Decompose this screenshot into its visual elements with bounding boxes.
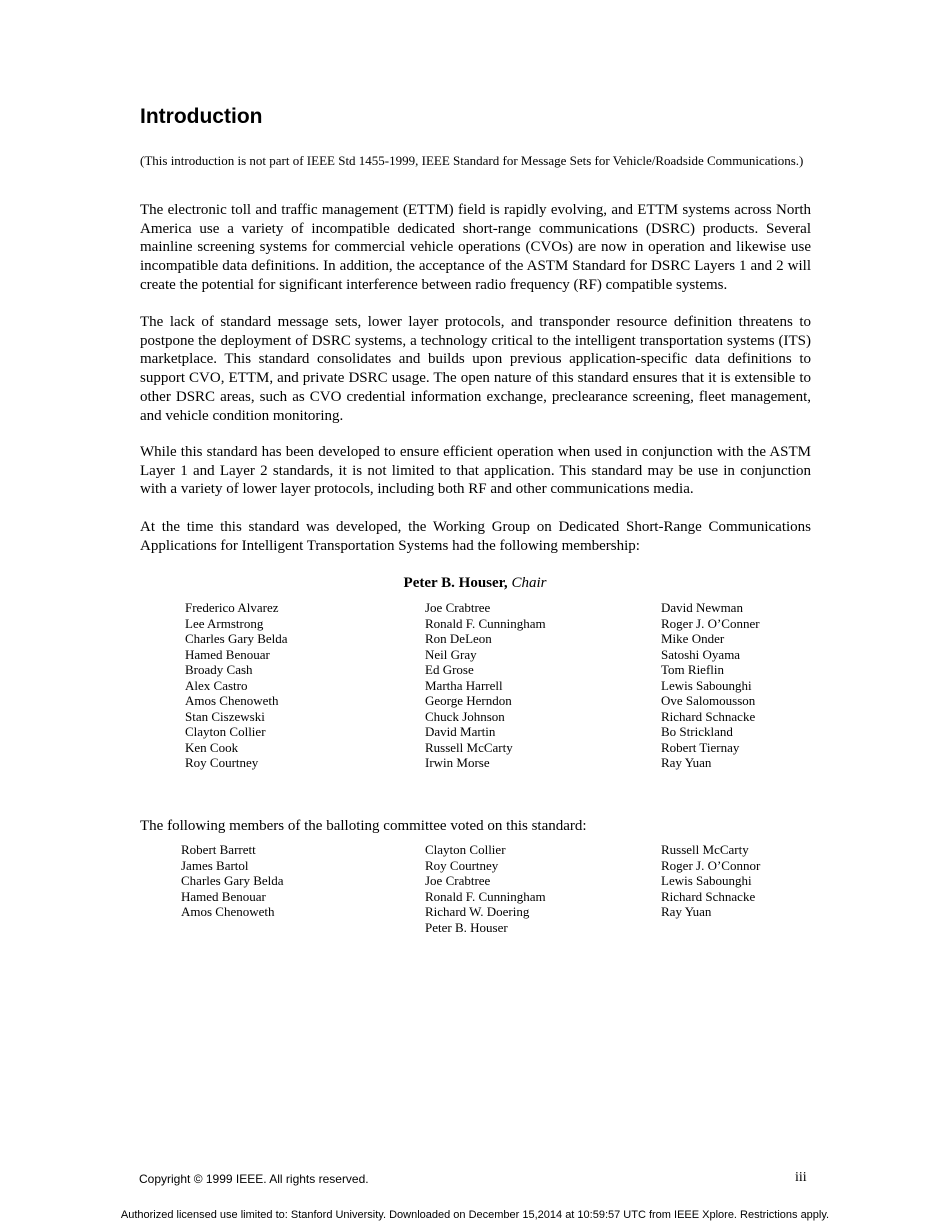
ballot-member-name: Ronald F. Cunningham: [425, 888, 546, 904]
member-name: Joe Crabtree: [425, 600, 491, 615]
member-name: Ray Yuan: [661, 755, 712, 770]
member-name: Richard Schnacke: [661, 708, 756, 724]
ballot-member-name: Ray Yuan: [661, 904, 712, 919]
member-name: Ove Salomousson: [661, 693, 756, 708]
working-group-column-1: [185, 600, 288, 771]
member-name: Irwin Morse: [425, 755, 490, 770]
member-name: Bo Strickland: [661, 724, 733, 739]
member-name: Amos Chenoweth: [185, 693, 279, 708]
member-name: David Newman: [661, 600, 743, 615]
ballot-column-2: [425, 842, 546, 935]
chair-name: Peter B. Houser,: [403, 575, 508, 591]
working-group-column-3: [661, 600, 760, 771]
member-name: Stan Ciszewski: [185, 708, 265, 724]
ballot-member-name: Russell McCarty: [661, 842, 749, 857]
ballot-member-name: Robert Barrett: [181, 842, 256, 857]
ballot-member-name: Roy Courtney: [425, 857, 499, 873]
ballot-member-name: Lewis Sabounghi: [661, 873, 752, 888]
member-name: Alex Castro: [185, 677, 248, 693]
member-name: Charles Gary Belda: [185, 631, 288, 646]
page-number: iii: [795, 1170, 807, 1185]
member-name: Tom Rieflin: [661, 662, 725, 677]
member-name: Robert Tiernay: [661, 739, 740, 755]
member-name: George Herndon: [425, 693, 512, 708]
member-name: Broady Cash: [185, 662, 253, 677]
member-name: Lee Armstrong: [185, 615, 264, 631]
working-group-column-2: [425, 600, 546, 771]
member-name: Mike Onder: [661, 631, 725, 646]
member-name: Ed Grose: [425, 662, 474, 677]
paragraph-working-group: At the time this standard was developed, the Working Group on Dedicated Short-Range Communications Applications for Intelligent Transportation Systems had the following membership:: [140, 519, 811, 554]
member-name: Ronald F. Cunningham: [425, 615, 546, 631]
chair-role: Chair: [511, 575, 547, 591]
member-name: Lewis Sabounghi: [661, 677, 752, 693]
member-name: David Martin: [425, 724, 496, 739]
ballot-member-name: Hamed Benouar: [181, 888, 266, 904]
member-name: Frederico Alvarez: [185, 600, 279, 615]
copyright-notice: Copyright © 1999 IEEE. All rights reserved.: [139, 1172, 369, 1186]
member-name: Hamed Benouar: [185, 646, 270, 662]
introduction-note: (This introduction is not part of IEEE Std 1455-1999, IEEE Standard for Message Sets for Vehicle/Roadside Communications.): [140, 153, 804, 168]
member-name: Clayton Collier: [185, 724, 266, 739]
ballot-member-name: Amos Chenoweth: [181, 904, 275, 919]
ballot-member-name: Peter B. Houser: [425, 919, 508, 935]
member-name: Roy Courtney: [185, 755, 259, 770]
member-name: Chuck Johnson: [425, 708, 505, 724]
balloting-committee-intro: The following members of the balloting committee voted on this standard:: [140, 818, 587, 834]
member-name: Satoshi Oyama: [661, 646, 741, 662]
ballot-column-1: [181, 842, 284, 920]
paragraph-standard-message-sets: The lack of standard message sets, lower layer protocols, and transponder resource definition threatens to postpone the deployment of DSRC systems, a technology critical to the intelligent transportation systems (ITS) marketplace. This standard consolidates and builds upon previous application-specific data definitions to support CVO, ETTM, and private DSRC usage. The open nature of this standard ensures that it is extensible to other DSRC areas, such as CVO credential information exchange, preclearance screening, fleet management, and vehicle condition monitoring.: [140, 314, 811, 424]
member-name: Ken Cook: [185, 739, 239, 755]
page-title: Introduction: [140, 105, 263, 128]
ballot-member-name: Richard Schnacke: [661, 888, 756, 904]
ballot-member-name: Richard W. Doering: [425, 904, 530, 919]
paragraph-ettm: The electronic toll and traffic management (ETTM) field is rapidly evolving, and ETTM systems across North America use a variety of incompatible dedicated short-range communications (DSRC) products. Several mainline screening systems for commercial vehicle operations (CVOs) are now in operation and likewise use incompatible data definitions. In addition, the acceptance of the ASTM Standard for DSRC Layers 1 and 2 will create the potential for significant interference between radio frequency (RF) compatible systems.: [140, 202, 811, 293]
ballot-member-name: Clayton Collier: [425, 842, 506, 857]
license-notice: Authorized licensed use limited to: Stanford University. Downloaded on December 15,2014 at 10:59:57 UTC from IEEE Xplore. Restrictions apply.: [120, 1209, 830, 1221]
ballot-member-name: Roger J. O’Connor: [661, 857, 761, 873]
ballot-member-name: Charles Gary Belda: [181, 873, 284, 888]
working-group-chair: [0, 574, 950, 592]
member-name: Roger J. O’Conner: [661, 615, 760, 631]
member-name: Russell McCarty: [425, 739, 513, 755]
ballot-member-name: Joe Crabtree: [425, 873, 491, 888]
member-name: Neil Gray: [425, 646, 477, 662]
paragraph-astm-layers: While this standard has been developed to ensure efficient operation when used in conjunction with the ASTM Layer 1 and Layer 2 standards, it is not limited to that application. This standard may be use in conjunction with a variety of lower layer protocols, including both RF and other communications media.: [140, 444, 811, 498]
member-name: Ron DeLeon: [425, 631, 492, 646]
ballot-member-name: James Bartol: [181, 857, 249, 873]
member-name: Martha Harrell: [425, 677, 503, 693]
ballot-column-3: [661, 842, 760, 920]
